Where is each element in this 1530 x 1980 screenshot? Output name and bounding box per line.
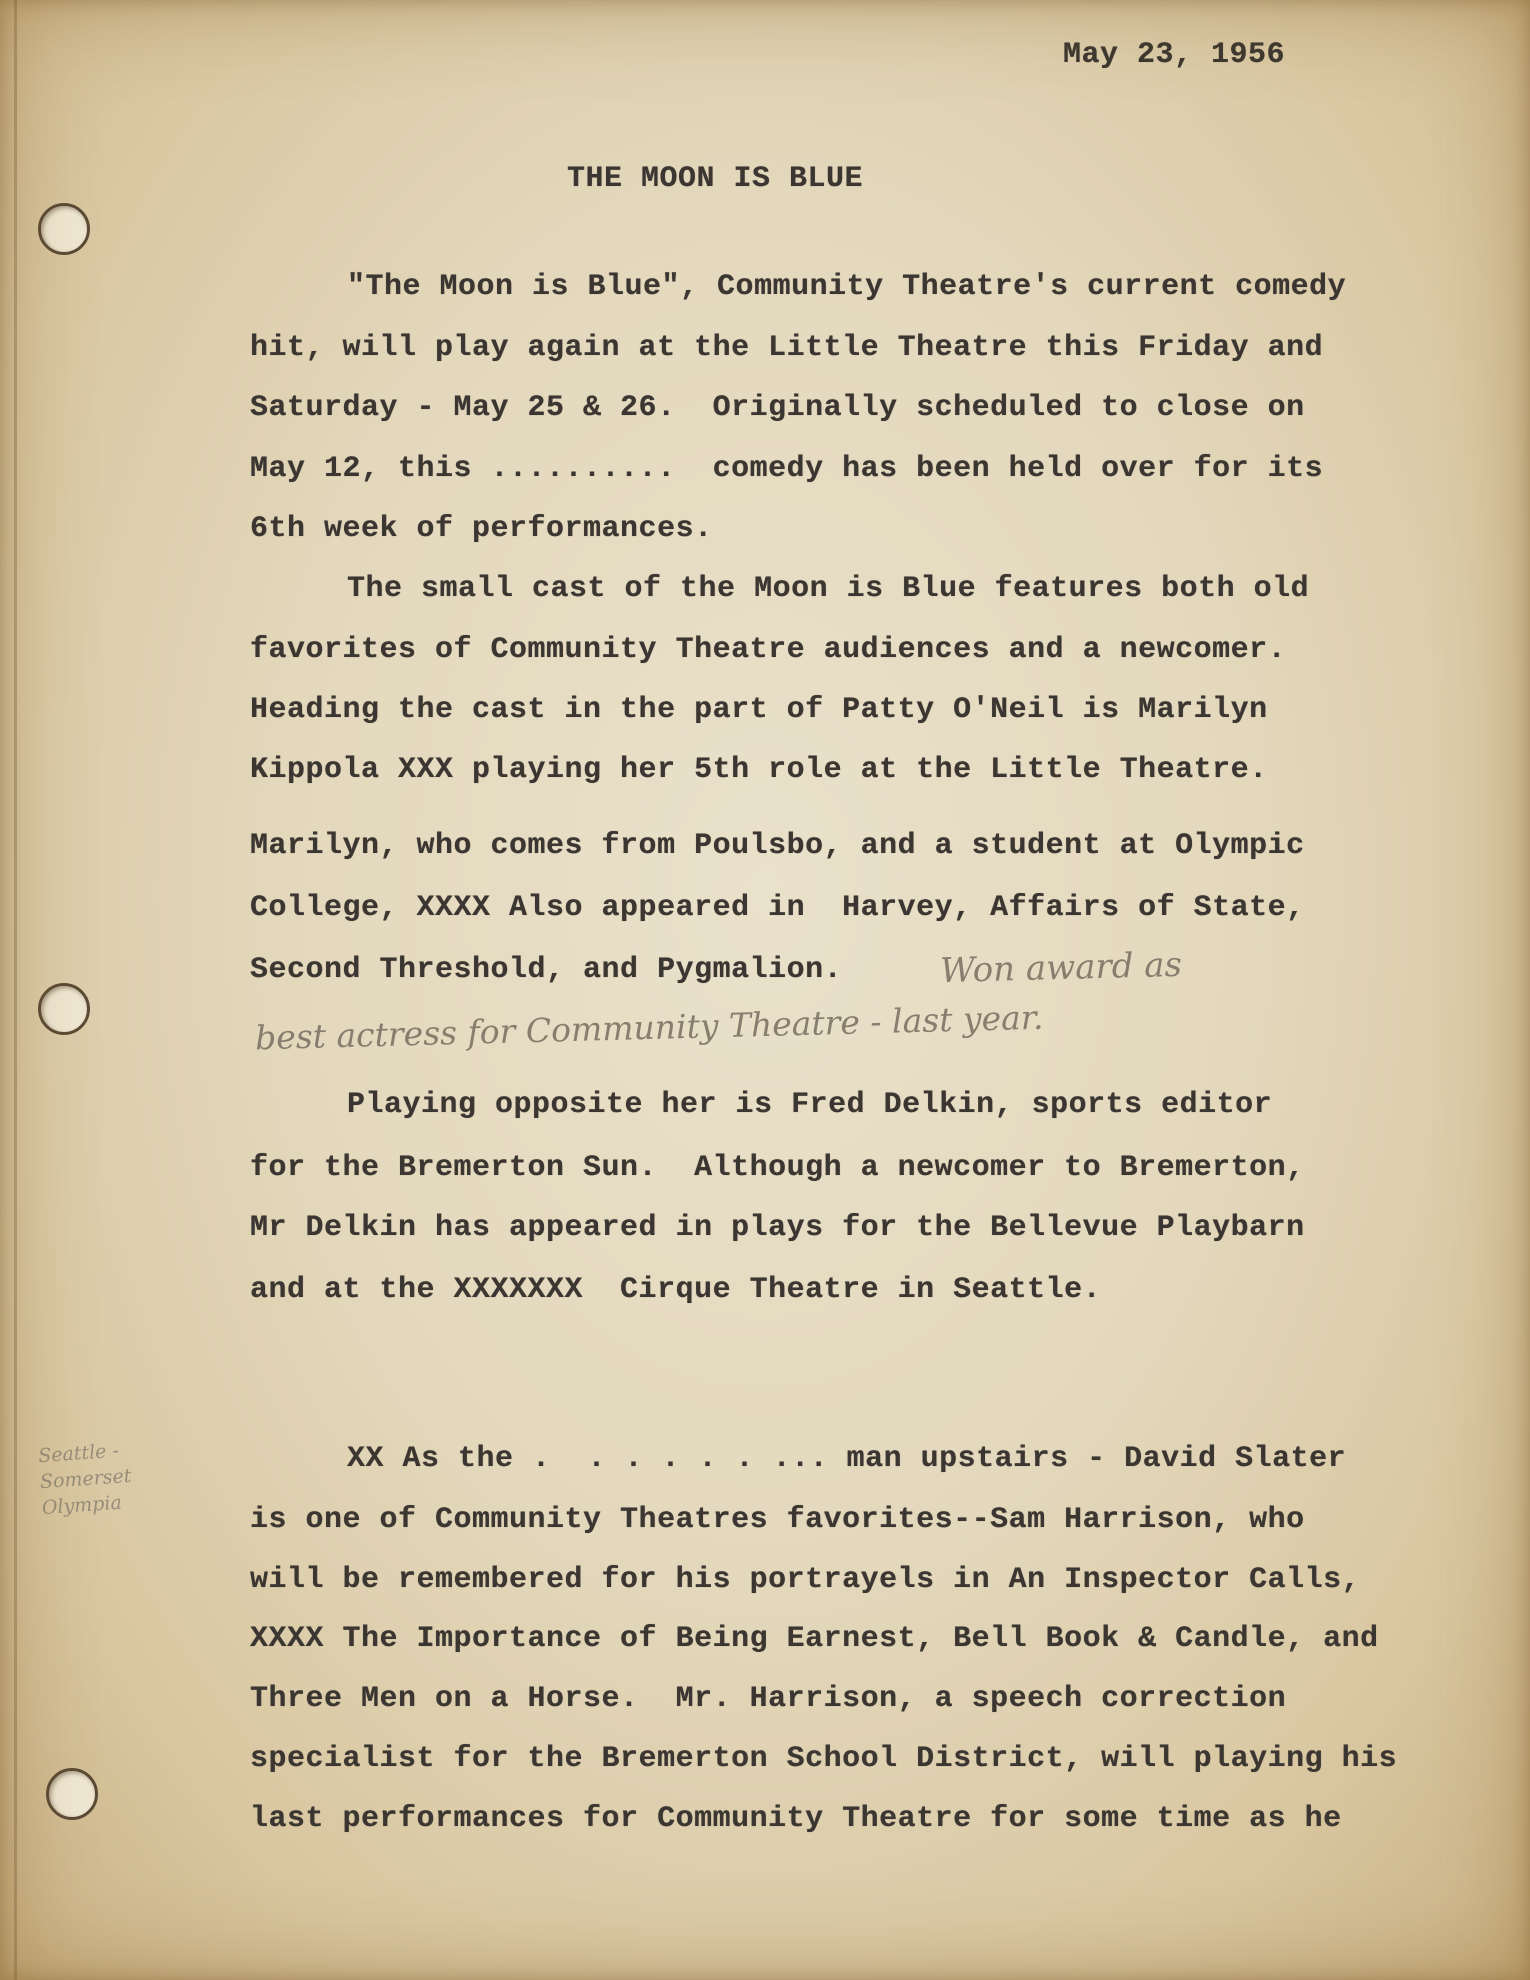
document-date: May 23, 1956 — [1063, 38, 1286, 72]
body-line: hit, will play again at the Little Theatre this Friday and — [250, 331, 1324, 365]
body-line: last performances for Community Theatre for some time as he — [250, 1802, 1342, 1836]
body-line: Heading the cast in the part of Patty O'Neil is Marilyn — [250, 693, 1268, 727]
punch-hole-middle — [38, 983, 90, 1035]
handwritten-note-line-1: Won award as — [939, 944, 1183, 992]
document-title: THE MOON IS BLUE — [567, 162, 864, 196]
body-line: College, XXXX Also appeared in Harvey, Affairs of State, — [250, 891, 1305, 925]
body-line: XXXX The Importance of Being Earnest, Bell Book & Candle, and — [250, 1622, 1379, 1656]
body-line: The small cast of the Moon is Blue features both old — [347, 572, 1310, 606]
body-line: is one of Community Theatres favorites--Sam Harrison, who — [250, 1503, 1305, 1537]
punch-hole-bottom — [46, 1768, 98, 1820]
body-line: Marilyn, who comes from Poulsbo, and a student at Olympic — [250, 829, 1305, 863]
body-line: 6th week of performances. — [250, 512, 713, 546]
body-line: for the Bremerton Sun. Although a newcomer to Bremerton, — [250, 1151, 1305, 1185]
body-line: Playing opposite her is Fred Delkin, sports editor — [347, 1088, 1273, 1122]
body-line: "The Moon is Blue", Community Theatre's current comedy — [347, 270, 1347, 304]
body-line: specialist for the Bremerton School District, will playing his — [250, 1742, 1398, 1776]
margin-pencil-note: Seattle - Somerset Olympia — [37, 1439, 133, 1520]
body-line: Second Threshold, and Pygmalion. — [250, 953, 843, 987]
body-line: favorites of Community Theatre audiences and a newcomer. — [250, 633, 1287, 667]
body-line: Three Men on a Horse. Mr. Harrison, a speech correction — [250, 1682, 1287, 1716]
body-line: May 12, this .......... comedy has been held over for its — [250, 452, 1324, 486]
body-line: and at the XXXXXXX Cirque Theatre in Seattle. — [250, 1273, 1102, 1307]
handwritten-note-line-2: best actress for Community Theatre - last year. — [254, 997, 1044, 1058]
page-edge-line — [14, 0, 17, 1980]
body-line: XX As the . . . . . . ... man upstairs - David Slater — [347, 1442, 1347, 1476]
body-line: will be remembered for his portrayels in An Inspector Calls, — [250, 1563, 1361, 1597]
punch-hole-top — [38, 203, 90, 255]
body-line: Mr Delkin has appeared in plays for the Bellevue Playbarn — [250, 1211, 1305, 1245]
body-line: Saturday - May 25 & 26. Originally scheduled to close on — [250, 391, 1305, 425]
body-line: Kippola XXX playing her 5th role at the Little Theatre. — [250, 753, 1268, 787]
